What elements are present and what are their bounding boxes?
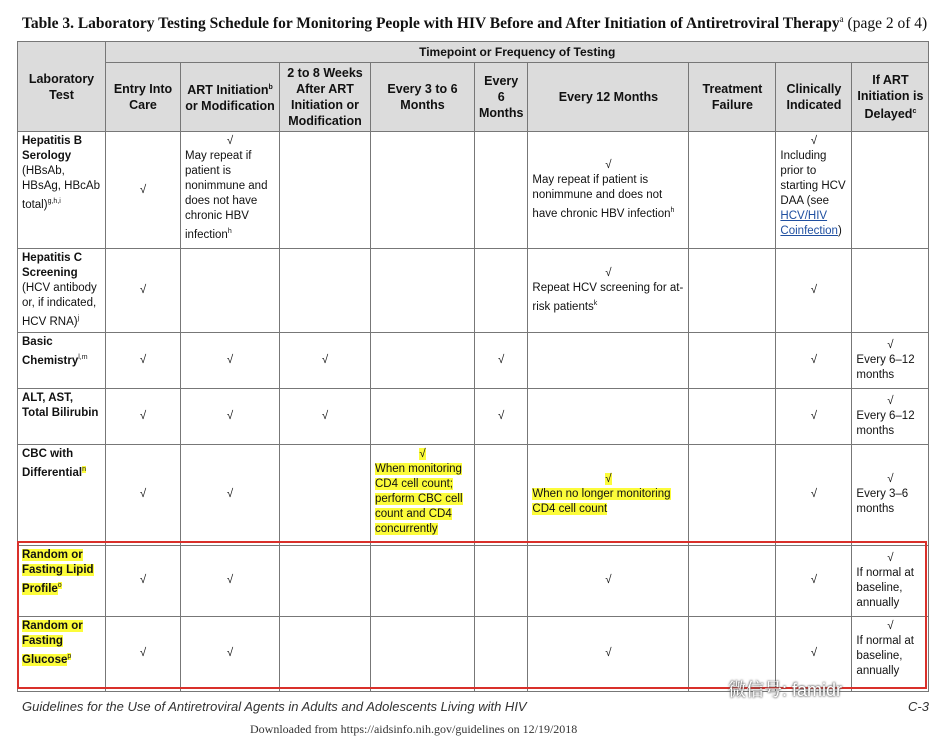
check-mark: √ [106,616,181,691]
row-sup: j [77,315,80,322]
row-label-hepb [18,132,106,249]
row-sup: n [82,465,86,473]
empty-cell [689,444,776,545]
row-name: Hepatitis B Serology [22,135,83,162]
cell-delayed-note [852,332,929,388]
header-every-3-6: Every 3 to 6 Months [371,63,475,132]
row-name: ALT, AST, Total Bilirubin [22,391,99,419]
check-mark: √ [181,545,280,616]
check-mark: √ [776,332,852,388]
header-entry: Entry Into Care [106,63,181,132]
empty-cell [371,332,475,388]
row-detail: (HBsAb, HBsAg, HBcAb total) [22,165,100,211]
check-mark: √ [776,444,852,545]
table-row [18,388,929,444]
cell-3to6-note [371,444,475,545]
note-text-end: ) [837,225,842,237]
header-if-delayed-label: If ART Initiation is Delayed [857,72,924,122]
note-text: Repeat HCV screening for at-risk patients [532,282,684,313]
empty-cell [280,132,371,249]
page-number: C-3 [908,699,929,714]
row-label-cbc [18,444,106,545]
header-art-initiation-label: ART Initiation [187,83,269,98]
download-note: Downloaded from https://aidsinfo.nih.gov/guidelines on 12/19/2018 [250,722,578,736]
check-mark: √ [887,619,894,632]
header-every-12: Every 12 Months [528,63,689,132]
row-name: Hepatitis C Screening [22,252,83,279]
empty-cell [371,388,475,444]
row-name: Random or Fasting Lipid Profile [22,548,94,595]
check-mark: √ [181,444,280,545]
note-text: Including prior to starting HCV DAA (see [780,150,846,207]
note-text: May repeat if patient is nonimmune and does not have chronic HBV infection [185,150,268,241]
header-clinically-indicated: Clinically Indicated [776,63,852,132]
check-mark: √ [528,545,689,616]
empty-cell [528,388,689,444]
check-mark: √ [106,545,181,616]
note-text: Every 6–12 months [856,409,915,437]
check-mark: √ [181,388,280,444]
note-text: If normal at baseline, annually [856,634,914,677]
check-mark: √ [475,388,528,444]
empty-cell [689,388,776,444]
empty-cell [689,249,776,333]
header-lab-test: Laboratory Test [18,42,106,132]
header-2to8-weeks: 2 to 8 Weeks After ART Initiation or Modification [280,63,371,132]
check-mark: √ [776,616,852,691]
footer-text: Guidelines for the Use of Antiretroviral Agents in Adults and Adolescents Living with HIV [22,699,527,714]
table-row [18,332,929,388]
check-mark: √ [181,616,280,691]
check-mark: √ [528,616,689,691]
empty-cell [280,249,371,333]
check-mark: √ [605,267,612,279]
empty-cell [280,444,371,545]
check-mark: √ [810,135,818,147]
check-mark: √ [887,551,894,564]
table-row [18,132,929,249]
check-mark [375,447,470,462]
cell-clinical-note [776,132,852,249]
check-mark: √ [605,159,612,172]
check-mark: √ [280,388,371,444]
table-title [22,14,927,33]
check-mark-highlight: √ [605,473,612,486]
empty-cell [528,332,689,388]
check-mark: √ [887,473,894,486]
row-name: Random or Fasting Glucose [22,619,83,666]
cell-12m-note [528,132,689,249]
row-sup: l,m [78,353,88,361]
note-sup: k [593,300,598,307]
table-title-sup: a [839,14,844,24]
cell-art-note [181,132,280,249]
note-text: Every 3–6 months [856,488,909,516]
row-sup: o [57,581,62,589]
wechat-watermark: 微信号: famidr [728,680,843,700]
cell-delayed-note [852,444,929,545]
empty-cell [371,132,475,249]
note-sup: h [227,228,232,235]
header-if-delayed-sup: c [912,107,917,115]
note-sup: h [670,207,675,215]
check-mark-highlight: √ [419,447,426,460]
row-name: CBC with Differential [22,447,83,479]
header-every-6: Every 6 Months [475,63,528,132]
empty-cell [852,132,929,249]
check-mark [532,472,684,487]
header-art-initiation-sup: b [268,83,273,91]
check-mark: √ [887,394,894,407]
check-mark: √ [280,332,371,388]
cell-delayed-note [852,388,929,444]
cell-12m-note [528,444,689,545]
note-text: When no longer monitoring CD4 cell count [532,488,671,516]
hcv-hiv-coinfection-link[interactable]: HCV/HIV Coinfection [780,210,838,237]
header-art-initiation-label2: or Modification [185,99,275,114]
check-mark: √ [106,444,181,545]
table-title-page: (page 2 of 4) [843,15,928,33]
check-mark: √ [475,332,528,388]
empty-cell [475,249,528,333]
empty-cell [371,249,475,333]
row-label-alt [18,388,106,444]
note-text: If normal at baseline, annually [856,566,914,609]
row-sup: g,h,i [47,198,61,205]
header-if-delayed [852,63,929,132]
header-art-initiation [181,63,280,132]
check-mark: √ [106,332,181,388]
check-mark: √ [106,249,181,333]
note-text: May repeat if patient is nonimmune and does not have chronic HBV infection [532,174,671,220]
check-mark: √ [226,135,234,147]
check-mark: √ [776,249,852,333]
empty-cell [181,249,280,333]
empty-cell [852,249,929,333]
check-mark: √ [776,545,852,616]
cell-12m-note [528,249,689,333]
row-label-chem [18,332,106,388]
empty-cell [689,132,776,249]
table-row [18,249,929,333]
row-name: Basic Chemistry [22,335,79,367]
note-text: Every 6–12 months [856,353,915,381]
empty-cell [475,444,528,545]
empty-cell [689,332,776,388]
header-treatment-failure: Treatment Failure [689,63,776,132]
check-mark: √ [776,388,852,444]
table-title-main: Table 3. Laboratory Testing Schedule for Monitoring People with HIV Before and After Initiation of Antiretroviral Therapy [22,15,840,33]
red-highlight-box [17,541,927,689]
header-timepoint: Timepoint or Frequency of Testing [106,42,929,63]
check-mark: √ [887,338,894,351]
row-label-hepc [18,249,106,333]
check-mark: √ [181,332,280,388]
empty-cell [475,132,528,249]
row-sup: p [67,652,72,660]
row-detail: (HCV antibody or, if indicated, HCV RNA) [22,282,97,328]
check-mark: √ [106,388,181,444]
note-text: When monitoring CD4 cell count; perform CBC cell count and CD4 concurrently [375,462,463,535]
check-mark: √ [106,132,181,249]
table-row [18,444,929,545]
